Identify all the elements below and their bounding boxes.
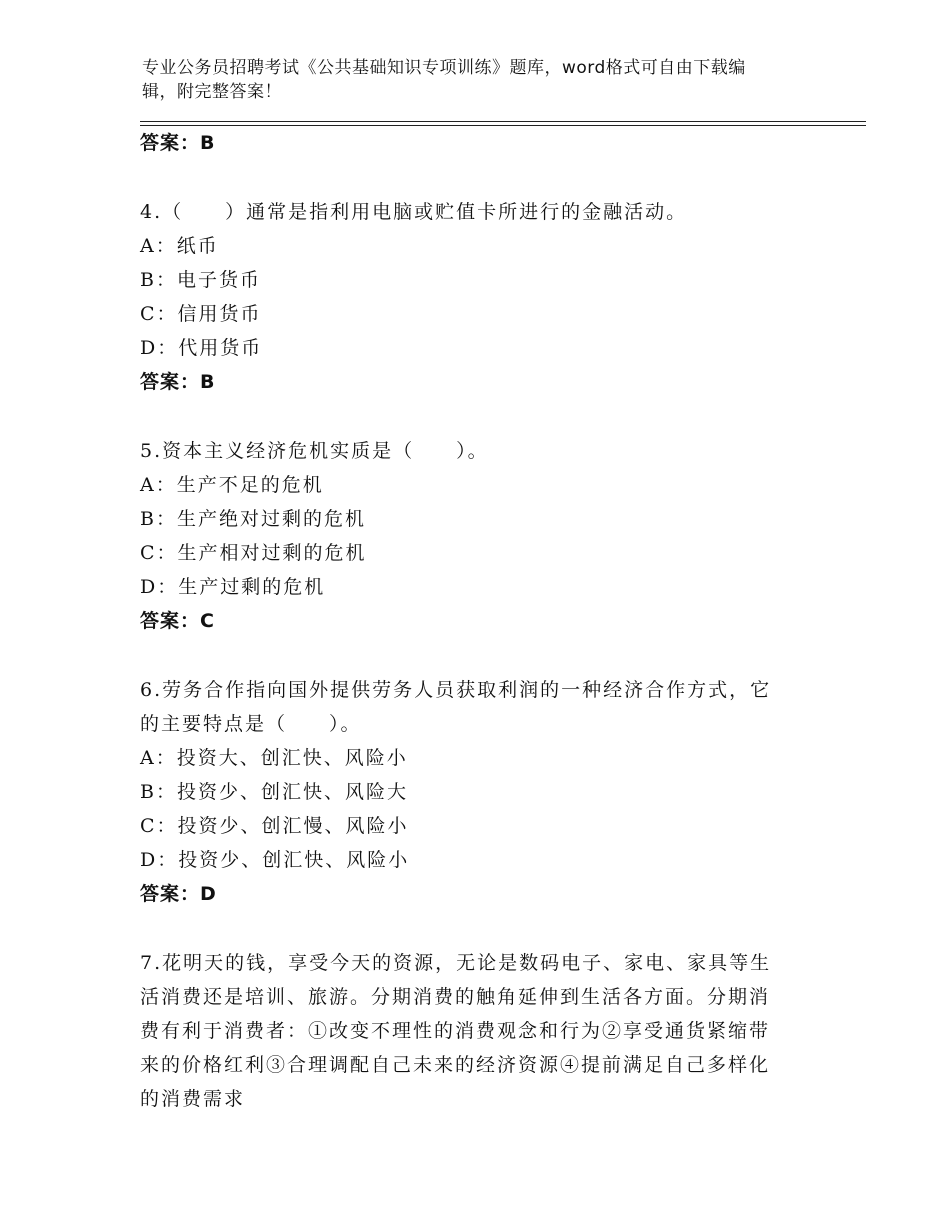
question-7-stem-line-1: 7.花明天的钱，享受今天的资源，无论是数码电子、家电、家具等生 — [140, 952, 772, 974]
question-5-option-a: A：生产不足的危机 — [140, 474, 324, 496]
question-7-stem-line-3: 费有利于消费者：①改变不理性的消费观念和行为②享受通货紧缩带 — [140, 1020, 771, 1042]
question-4-answer: 答案：B — [140, 371, 216, 393]
question-4-option-a: A：纸币 — [140, 235, 219, 257]
question-6-option-d: D：投资少、创汇快、风险小 — [140, 849, 410, 871]
header-rule-top — [140, 121, 866, 122]
header-line-1: 专业公务员招聘考试《公共基础知识专项训练》题库，word格式可自由下载编 — [142, 58, 746, 78]
question-4-option-d: D：代用货币 — [140, 337, 263, 359]
question-4-option-b: B：电子货币 — [140, 269, 261, 291]
question-5-stem: 5.资本主义经济危机实质是（ ）。 — [140, 440, 489, 462]
question-4-option-c: C：信用货币 — [140, 303, 262, 325]
document-header — [142, 56, 802, 104]
question-6-option-a: A：投资大、创汇快、风险小 — [140, 747, 408, 769]
question-7-stem-line-2: 活消费还是培训、旅游。分期消费的触角延伸到生活各方面。分期消 — [140, 986, 771, 1008]
question-5-answer: 答案：C — [140, 610, 215, 632]
question-5-option-d: D：生产过剩的危机 — [140, 576, 326, 598]
header-rule-bottom — [140, 125, 866, 126]
question-6-option-c: C：投资少、创汇慢、风险小 — [140, 815, 409, 837]
question-4-stem: 4.（ ）通常是指利用电脑或贮值卡所进行的金融活动。 — [140, 201, 688, 223]
question-7-stem-line-5: 的消费需求 — [140, 1088, 246, 1110]
question-5-option-b: B：生产绝对过剩的危机 — [140, 508, 366, 530]
question-6-answer: 答案：D — [140, 883, 217, 905]
question-5-option-c: C：生产相对过剩的危机 — [140, 542, 367, 564]
answer-q3: 答案：B — [140, 132, 216, 154]
question-6-stem-line-1: 6.劳务合作指向国外提供劳务人员获取利润的一种经济合作方式，它 — [140, 679, 772, 701]
question-6-option-b: B：投资少、创汇快、风险大 — [140, 781, 408, 803]
question-7-stem-line-4: 来的价格红利③合理调配自己未来的经济资源④提前满足自己多样化 — [140, 1054, 771, 1076]
header-line-2: 辑，附完整答案！ — [142, 82, 282, 102]
question-6-stem-line-2: 的主要特点是（ ）。 — [140, 713, 362, 735]
